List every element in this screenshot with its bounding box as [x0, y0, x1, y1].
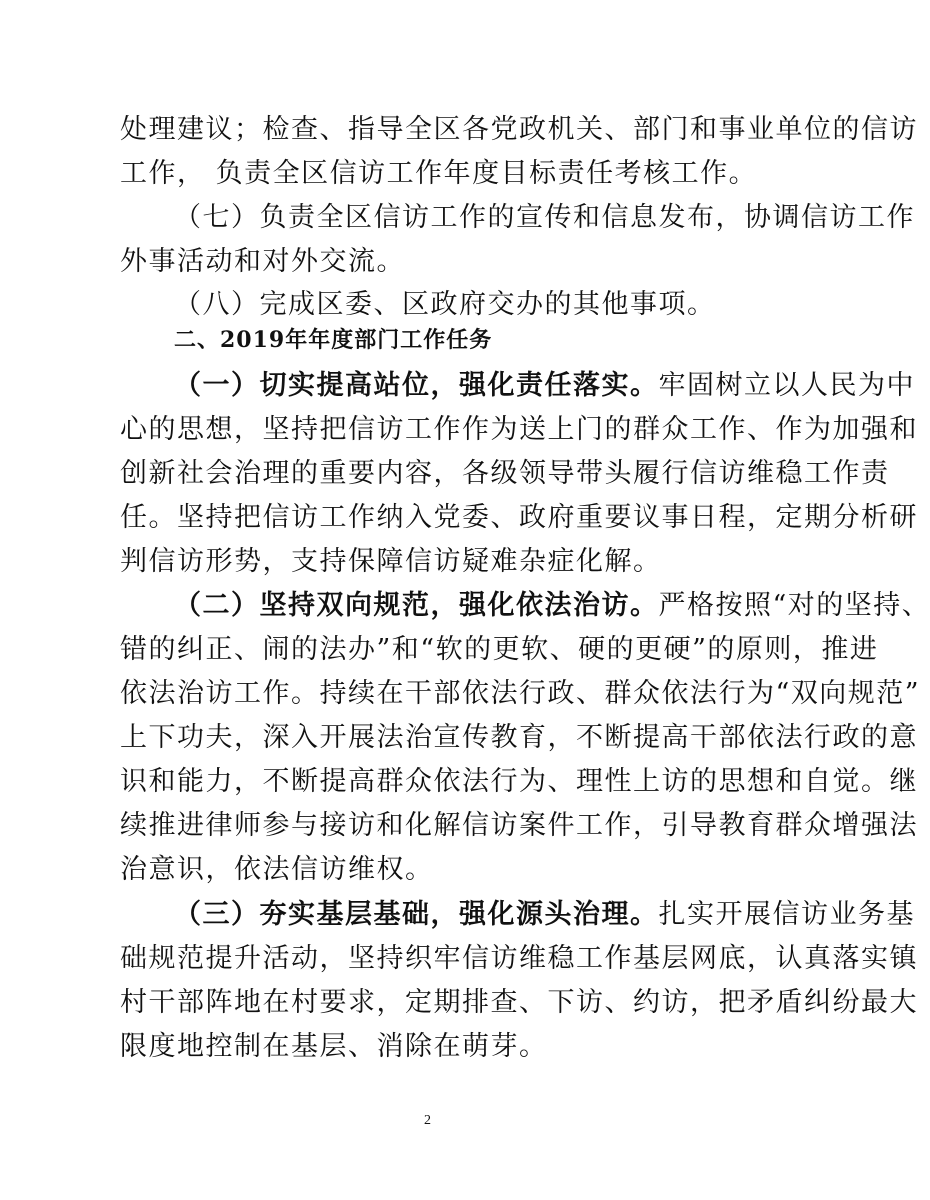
body-text-line: 依法治访工作。持续在干部依法行政、群众依法行为“双向规范” — [120, 678, 921, 709]
body-text-line: 础规范提升活动，坚持织牢信访维稳工作基层网底，认真落实镇 — [120, 943, 918, 974]
body-text-line: 续推进律师参与接访和化解信访案件工作，引导教育群众增强法 — [120, 810, 918, 841]
body-text-line: 治意识，依法信访维权。 — [120, 854, 434, 885]
paragraph-text: 严格按照“对的坚持、 — [658, 590, 930, 621]
page-number: 2 — [424, 1113, 431, 1128]
paragraph-lead: （三）夯实基层基础，强化源头治理。 — [174, 899, 659, 930]
paragraph-text: 扎实开展信访业务基 — [658, 899, 915, 930]
body-text-line: 错的纠正、闹的法办”和“软的更软、硬的更硬”的原则，推进 — [120, 634, 879, 665]
body-text-line: （八）完成区委、区政府交办的其他事项。 — [174, 289, 716, 320]
body-text-line: 识和能力，不断提高群众依法行为、理性上访的思想和自觉。继 — [120, 766, 918, 797]
body-text-line: 外事活动和对外交流。 — [120, 246, 405, 277]
body-text-line: 创新社会治理的重要内容，各级领导带头履行信访维稳工作责 — [120, 458, 890, 489]
body-text-line: 心的思想，坚持把信访工作作为送上门的群众工作、作为加强和 — [120, 414, 918, 445]
paragraph-first-line — [174, 898, 915, 932]
body-text-line: 判信访形势，支持保障信访疑难杂症化解。 — [120, 546, 662, 577]
paragraph-lead: （一）切实提高站位，强化责任落实。 — [174, 370, 659, 401]
body-text-line: 工作， 负责全区信访工作年度目标责任考核工作。 — [120, 158, 758, 189]
paragraph-lead: （二）坚持双向规范，强化依法治访。 — [174, 590, 659, 621]
paragraph-first-line — [174, 589, 930, 623]
body-text-line: 任。坚持把信访工作纳入党委、政府重要议事日程，定期分析研 — [120, 502, 918, 533]
section-heading: 二、2019年年度部门工作任务 — [174, 327, 493, 353]
body-text-line: 限度地控制在基层、消除在萌芽。 — [120, 1031, 548, 1062]
body-text-line: 上下功夫，深入开展法治宣传教育，不断提高干部依法行政的意 — [120, 722, 918, 753]
paragraph-first-line — [174, 369, 915, 403]
body-text-line: （七）负责全区信访工作的宣传和信息发布，协调信访工作 — [174, 202, 915, 233]
body-text-line: 村干部阵地在村要求，定期排查、下访、约访，把矛盾纠纷最大 — [120, 987, 918, 1018]
paragraph-text: 牢固树立以人民为中 — [658, 370, 915, 401]
body-text-line: 处理建议；检查、指导全区各党政机关、部门和事业单位的信访 — [120, 114, 918, 145]
